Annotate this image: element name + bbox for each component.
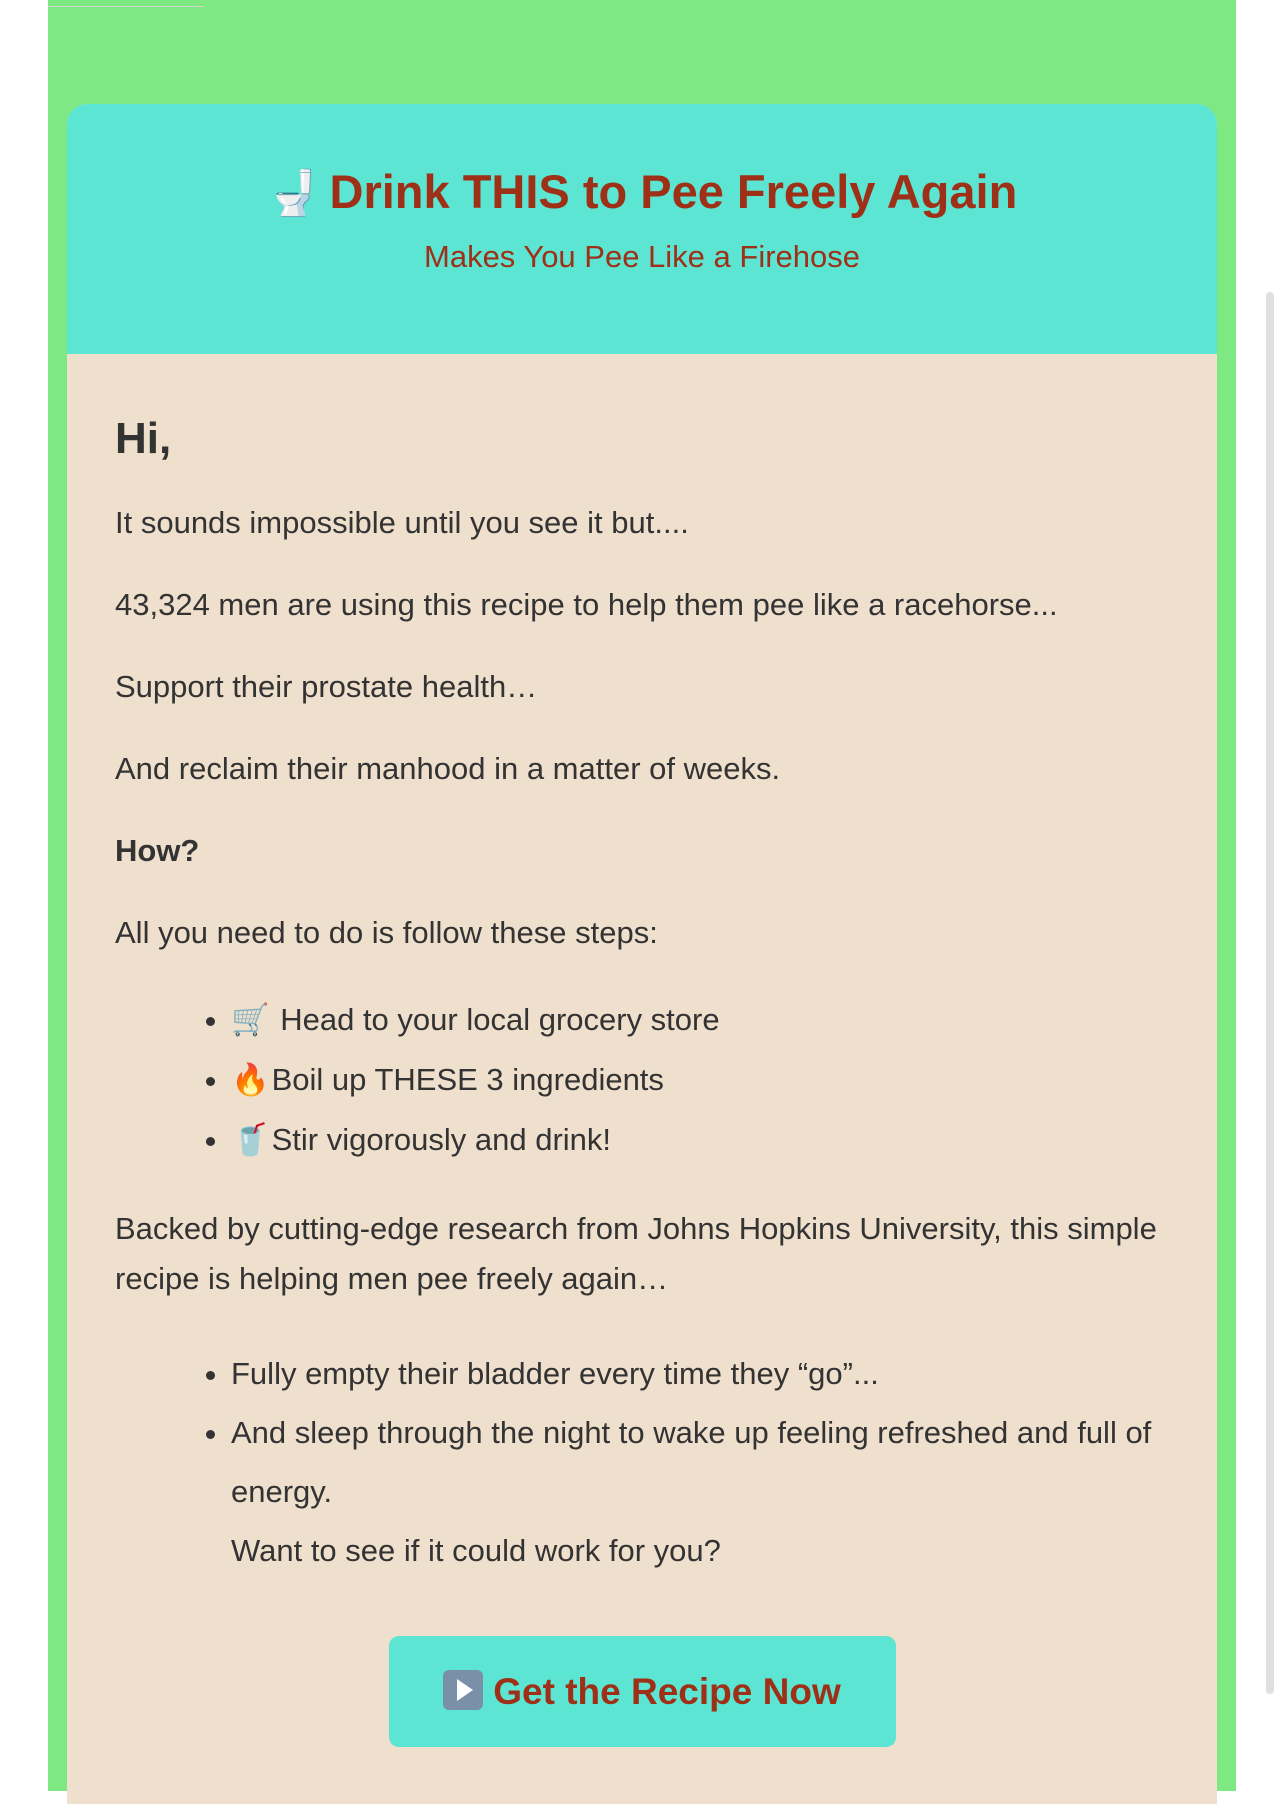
headline-text: Drink THIS to Pee Freely Again [329, 165, 1018, 218]
benefits-list [115, 1344, 1169, 1521]
cta-container [115, 1636, 1169, 1747]
closing-question: Want to see if it could work for you? [231, 1533, 721, 1568]
paragraph: And reclaim their manhood in a matter of weeks. [115, 751, 781, 786]
paragraph: 43,324 men are using this recipe to help them pee like a racehorse... [115, 587, 1058, 622]
list-item [231, 1050, 1169, 1110]
list-item: • And sleep through the night to wake up feeling refreshed and full of energy. [231, 1403, 1169, 1521]
steps-intro: All you need to do is follow these steps: [115, 915, 658, 950]
step-text: Stir vigorously and drink! [271, 1122, 612, 1157]
cta-label: Get the Recipe Now [493, 1671, 841, 1712]
email-card [67, 104, 1217, 1804]
step-text: Head to your local grocery store [271, 1002, 720, 1037]
greeting: Hi, [115, 414, 172, 463]
play-button-icon [443, 1670, 483, 1710]
research-paragraph: Backed by cutting-edge research from Johns Hopkins University, this simple recipe is helping men pee freely again… [115, 1211, 1157, 1296]
get-recipe-button[interactable] [389, 1636, 896, 1747]
subheadline: Makes You Pee Like a Firehose [424, 238, 860, 274]
cup-with-straw-icon: 🥤 [231, 1122, 270, 1157]
list-item [231, 990, 1169, 1050]
headline [67, 164, 1217, 221]
list-item [231, 1110, 1169, 1170]
email-header [67, 104, 1217, 354]
fire-icon: 🔥 [231, 1062, 270, 1097]
toilet-icon: 🚽 [266, 169, 322, 218]
list-item: • Fully empty their bladder every time they “go”... [231, 1344, 1169, 1403]
steps-list [115, 990, 1169, 1170]
shopping-cart-icon: 🛒 [231, 1002, 270, 1037]
step-text: Boil up THESE 3 ingredients [271, 1062, 664, 1097]
divider [48, 6, 204, 7]
paragraph: Support their prostate health… [115, 669, 538, 704]
how-heading: How? [115, 833, 200, 868]
email-body [67, 354, 1217, 1747]
email-background [48, 0, 1236, 1791]
paragraph: It sounds impossible until you see it but.... [115, 505, 689, 540]
scrollbar[interactable] [1266, 292, 1274, 1694]
